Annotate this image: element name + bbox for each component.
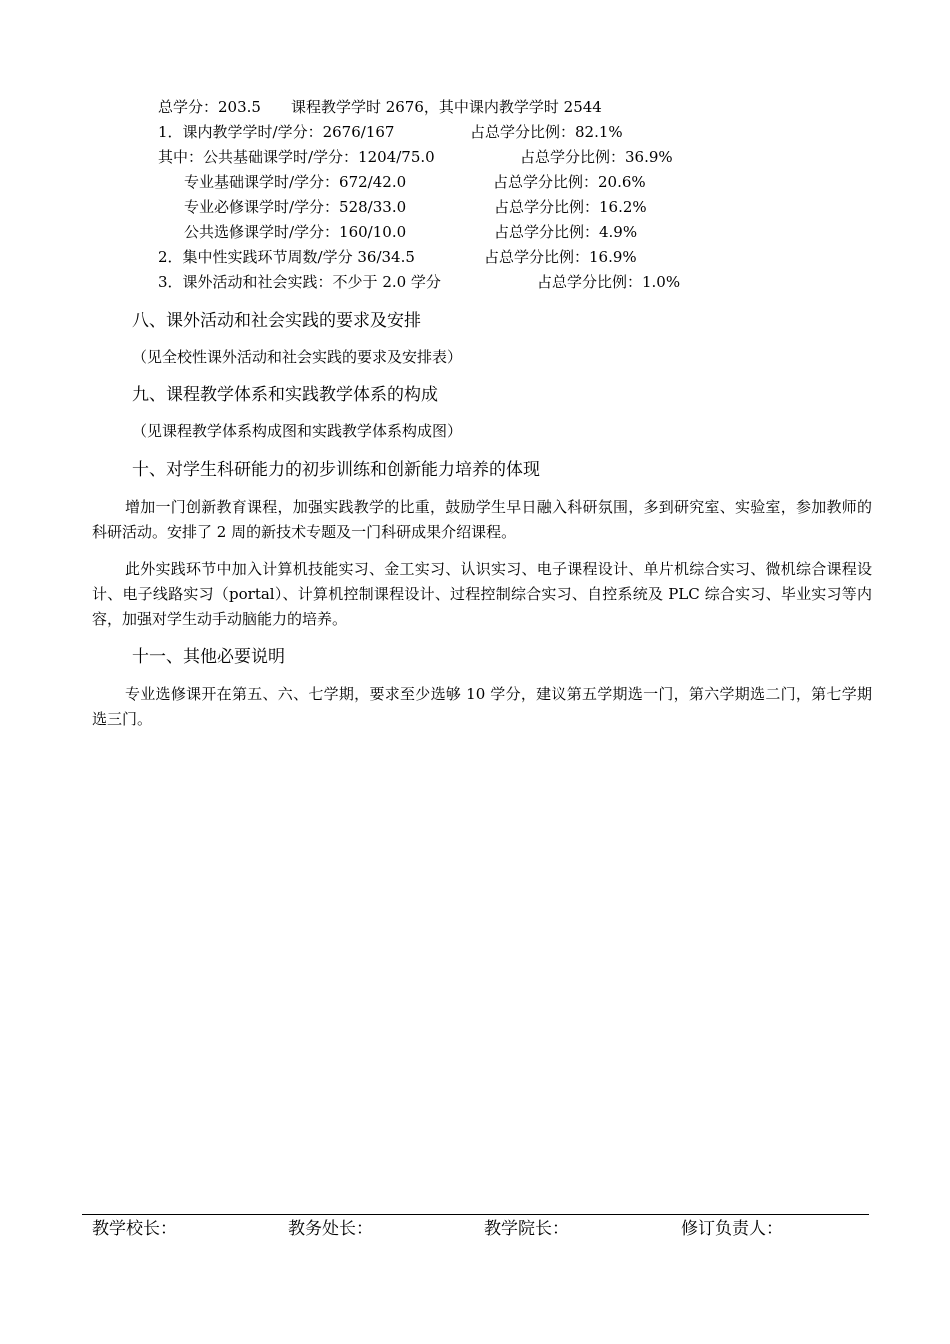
public-basic-ratio: 占总学分比例：36.9% — [520, 148, 673, 166]
major-required-ratio: 占总学分比例：16.2% — [494, 198, 647, 216]
signature-academic-affairs: 教务处长： — [288, 1219, 373, 1239]
item2-label: 2．集中性实践环节周数/学分 36/34.5 — [158, 248, 415, 266]
public-elective-label: 公共选修课学时/学分：160/10.0 — [184, 223, 407, 241]
section9-heading: 九、课程教学体系和实践教学体系的构成 — [132, 385, 438, 405]
major-required-label: 专业必修课学时/学分：528/33.0 — [184, 198, 407, 216]
major-basic-label: 专业基础课学时/学分：672/42.0 — [184, 173, 407, 191]
item1-ratio: 占总学分比例：82.1% — [470, 123, 623, 141]
item1-label: 1．课内教学学时/学分：2676/167 — [158, 123, 395, 141]
signature-revision: 修订负责人： — [681, 1219, 783, 1239]
public-elective-ratio: 占总学分比例：4.9% — [494, 223, 638, 241]
public-basic-label: 其中：公共基础课学时/学分：1204/75.0 — [158, 148, 435, 166]
item2-ratio: 占总学分比例：16.9% — [484, 248, 637, 266]
major-basic-ratio: 占总学分比例：20.6% — [493, 173, 646, 191]
section10-paragraph-1: 增加一门创新教育课程，加强实践教学的比重，鼓励学生早日融入科研氛围，多到研究室、实验室，参加教师的科研活动。安排了 2 周的新技术专题及一门科研成果介绍课程。 — [92, 498, 872, 541]
item3-label: 3．课外活动和社会实践：不少于 2.0 学分 — [158, 273, 441, 291]
section8-note: （见全校性课外活动和社会实践的要求及安排表） — [132, 348, 463, 366]
total-credits-line: 总学分：203.5 课程教学学时 2676，其中课内教学学时 2544 — [158, 98, 602, 116]
section9-note: （见课程教学体系构成图和实践教学体系构成图） — [132, 422, 463, 440]
signature-divider — [82, 1214, 869, 1215]
signature-dean: 教学院长： — [484, 1219, 569, 1239]
section11-heading: 十一、其他必要说明 — [132, 647, 285, 667]
section10-paragraph-2: 此外实践环节中加入计算机技能实习、金工实习、认识实习、电子课程设计、单片机综合实习、微机综合课程设计、电子线路实习（portal）、计算机控制课程设计、过程控制综合实习、自控系统及 PLC 综合实习、毕业实习等内容，加强对学生动手动脑能力的培养。 — [92, 560, 872, 628]
item3-ratio: 占总学分比例：1.0% — [537, 273, 681, 291]
section10-heading: 十、对学生科研能力的初步训练和创新能力培养的体现 — [132, 460, 540, 480]
signature-principal: 教学校长： — [92, 1219, 177, 1239]
section11-paragraph: 专业选修课开在第五、六、七学期，要求至少选够 10 学分，建议第五学期选一门，第六学期选二门，第七学期选三门。 — [92, 685, 872, 728]
section8-heading: 八、课外活动和社会实践的要求及安排 — [132, 311, 421, 331]
